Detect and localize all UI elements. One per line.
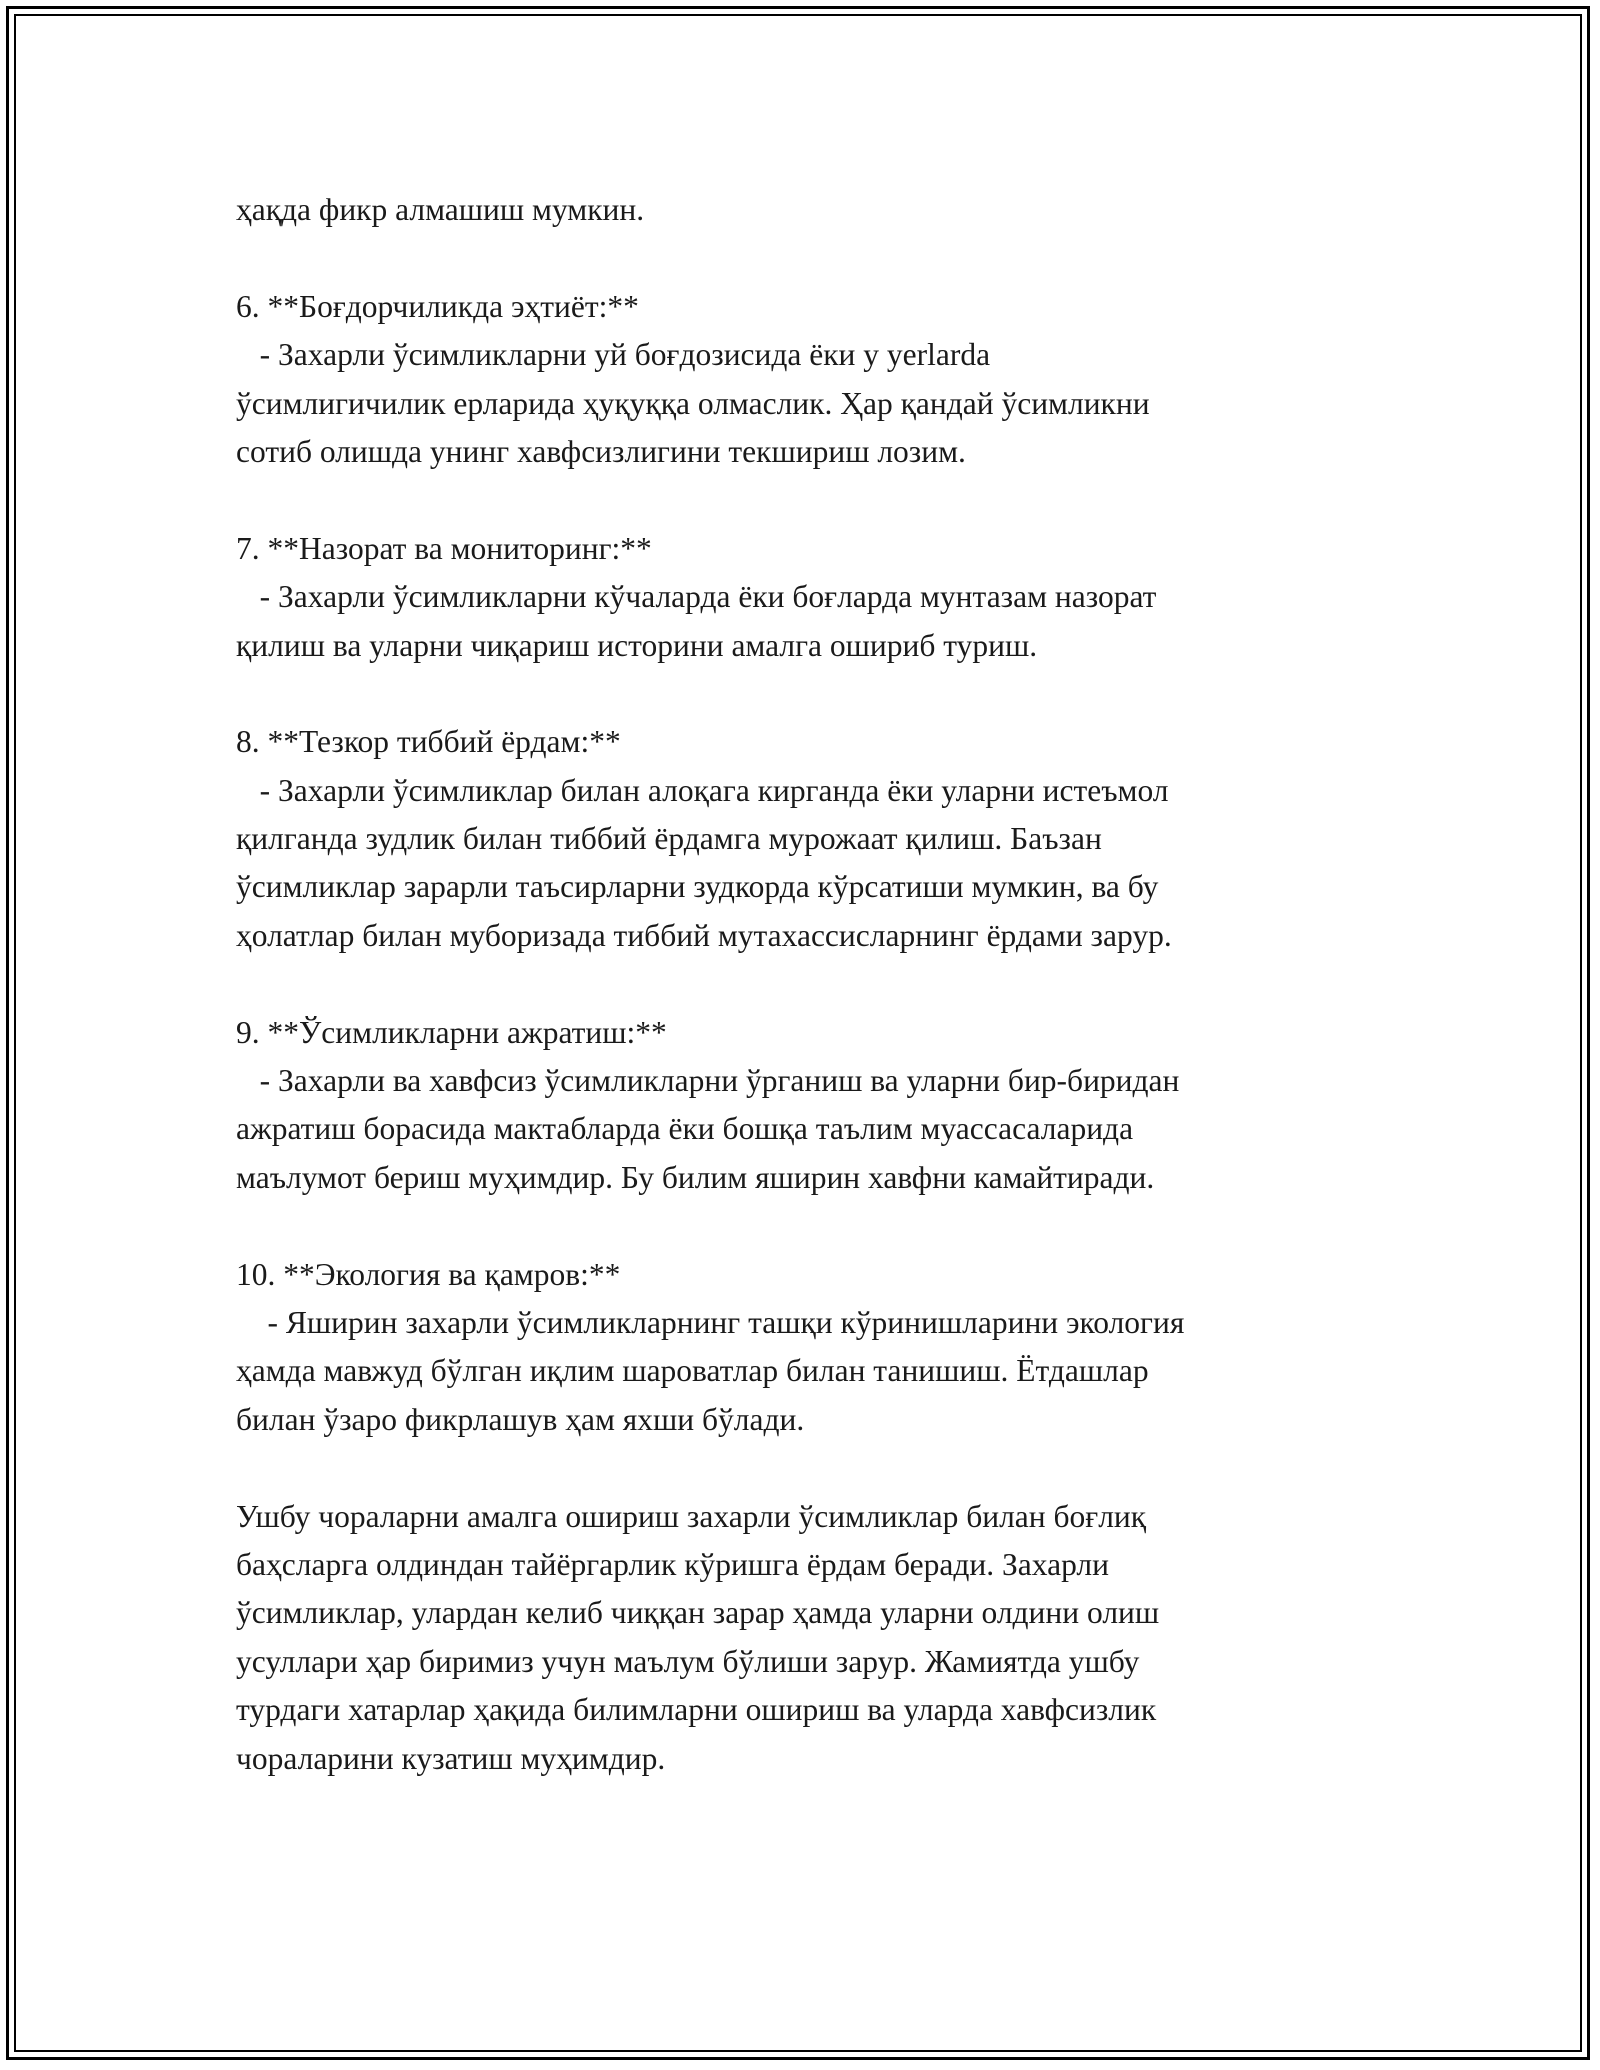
text-line: - Захарли ўсимликларни кўчаларда ёки боғларда мунтазам назорат [236, 579, 1157, 615]
text-line: ўсимлигичилик ерларида ҳуқуққа олмаслик. Ҳар қандай ўсимликни [236, 385, 1150, 421]
list-item-7 [236, 525, 1416, 670]
text-line: қилиш ва уларни чиқариш историни амалга ошириб туриш. [236, 627, 1038, 663]
document-body [236, 186, 1416, 1783]
text-line: маълумот бериш муҳимдир. Бу билим яширин хавфни камайтиради. [236, 1159, 1155, 1195]
list-item-heading: 8. **Тезкор тиббий ёрдам:** [236, 724, 621, 760]
paragraph-gap [236, 234, 1416, 282]
paragraph-gap [236, 1444, 1416, 1492]
text-line: - Захарли ўсимликларни уй боғдозисида ёки у yerlarda [236, 337, 991, 373]
conclusion-paragraph [236, 1493, 1416, 1783]
list-item-heading: 6. **Боғдорчиликда эҳтиёт:** [236, 288, 639, 324]
text-line: турдаги хатарлар ҳақида билимларни ошириш ва уларда хавфсизлик [236, 1692, 1157, 1728]
paragraph-gap [236, 1202, 1416, 1250]
paragraph-gap [236, 476, 1416, 524]
text-line: - Яширин захарли ўсимликларнинг ташқи кўринишларини экология [236, 1304, 1185, 1340]
text-line: сотиб олишда унинг хавфсизлигини текшириш лозим. [236, 433, 966, 469]
text-line: - Захарли ўсимликлар билан алоқага кирганда ёки уларни истеъмол [236, 772, 1169, 808]
text-line: Ушбу чораларни амалга ошириш захарли ўсимликлар билан боғлиқ [236, 1498, 1147, 1534]
paragraph-gap [236, 670, 1416, 718]
text-line: ҳамда мавжуд бўлган иқлим шароватлар билан танишиш. Ётдашлар [236, 1353, 1149, 1389]
text-line: қилганда зудлик билан тиббий ёрдамга мурожаат қилиш. Баъзан [236, 821, 1102, 857]
list-item-heading: 9. **Ўсимликларни ажратиш:** [236, 1014, 667, 1050]
list-item-heading: 10. **Экология ва қамров:** [236, 1256, 621, 1292]
text-line: усуллари ҳар биримиз учун маълум бўлиши зарур. Жамиятда ушбу [236, 1643, 1140, 1679]
text-line: ҳақда фикр алмашиш мумкин. [236, 192, 645, 227]
list-item-6 [236, 283, 1416, 477]
list-item-9 [236, 1009, 1416, 1203]
text-line: ўсимликлар зарарли таъсирларни зудкорда кўрсатиши мумкин, ва бу [236, 869, 1159, 905]
paragraph-continuation [236, 186, 1416, 234]
paragraph-gap [236, 960, 1416, 1008]
text-line: ўсимликлар, улардан келиб чиққан зарар ҳамда уларни олдини олиш [236, 1595, 1160, 1631]
text-line: - Захарли ва хавфсиз ўсимликларни ўрганиш ва уларни бир-биридан [236, 1063, 1180, 1099]
list-item-heading: 7. **Назорат ва мониторинг:** [236, 530, 652, 566]
text-line: баҳсларга олдиндан тайёргарлик кўришга ёрдам беради. Захарли [236, 1546, 1109, 1582]
text-line: ҳолатлар билан муборизада тиббий мутахассисларнинг ёрдами зарур. [236, 917, 1172, 953]
text-line: ажратиш борасида мактабларда ёки бошқа таълим муассасаларида [236, 1111, 1134, 1147]
text-line: чораларини кузатиш муҳимдир. [236, 1740, 666, 1776]
text-line: билан ўзаро фикрлашув ҳам яхши бўлади. [236, 1401, 805, 1437]
list-item-8 [236, 718, 1416, 960]
list-item-10 [236, 1251, 1416, 1445]
